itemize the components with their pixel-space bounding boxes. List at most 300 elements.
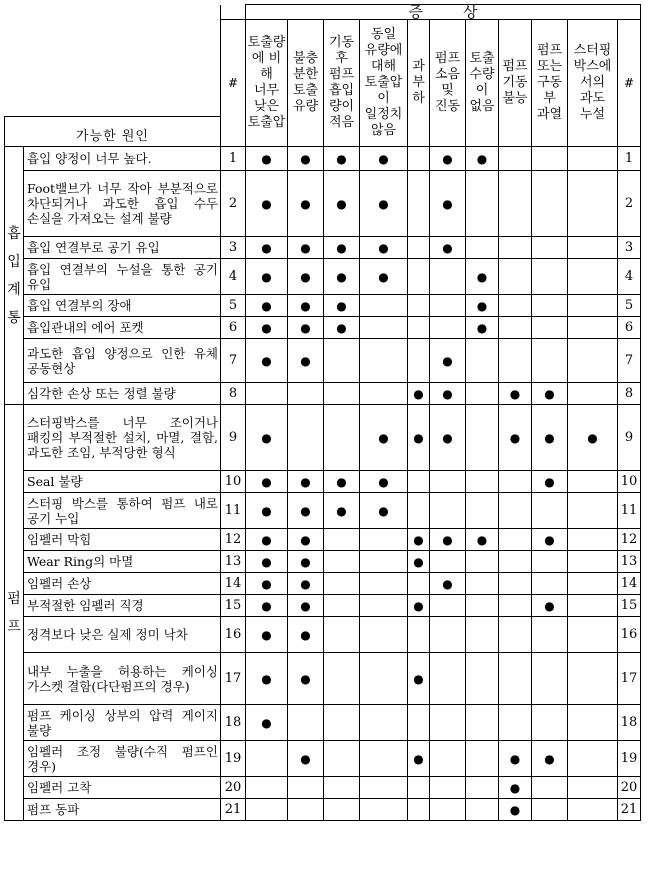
symptom-mark-cell — [408, 383, 430, 405]
symptom-mark-cell — [499, 529, 532, 551]
symptom-mark-cell — [246, 317, 288, 339]
symptom-mark-cell — [430, 259, 466, 295]
header-corner — [5, 5, 221, 117]
symptom-mark-cell — [499, 551, 532, 573]
cause-cell: Wear Ring의 마멸 — [24, 551, 221, 573]
row-number: 20 — [221, 777, 246, 799]
cause-cell: 흡입 연결부의 장애 — [24, 295, 221, 317]
dot-mark: ● — [509, 430, 521, 445]
symptom-mark-cell — [499, 317, 532, 339]
table-row — [5, 493, 641, 529]
symptom-mark-cell — [246, 529, 288, 551]
symptom-mark-cell — [466, 741, 499, 777]
symptom-mark-cell — [246, 295, 288, 317]
symptom-mark-cell — [408, 741, 430, 777]
symptom-header: 증상 — [246, 5, 641, 20]
dot-mark: ● — [261, 627, 272, 642]
symptom-label: 토출 수량 이 없음 — [469, 51, 495, 114]
table-row — [5, 339, 641, 383]
table-row — [5, 147, 641, 171]
symptom-mark-cell — [360, 799, 408, 821]
cause-cell: 정격보다 낮은 실제 정미 낙차 — [24, 617, 221, 653]
symptom-mark-cell — [532, 493, 568, 529]
dot-mark: ● — [300, 298, 311, 313]
symptom-mark-cell — [408, 317, 430, 339]
symptom-mark-cell — [288, 777, 324, 799]
cause-cell: 임펠러 조정 불량(수직 펌프인 경우) — [24, 741, 221, 777]
row-number-right: 1 — [618, 147, 641, 171]
symptom-mark-cell — [324, 653, 360, 705]
cause-cell: 스터핑박스를 너무 조이거나 패킹의 부적절한 설치, 마멸, 결함, 과도한 조임, 부적당한 형식 — [24, 405, 221, 471]
symptom-mark-cell — [246, 705, 288, 741]
symptom-mark-cell — [360, 171, 408, 237]
table-row — [5, 405, 641, 471]
symptom-mark-cell — [408, 493, 430, 529]
symptom-mark-cell — [408, 617, 430, 653]
symptom-mark-cell — [288, 529, 324, 551]
dot-mark: ● — [300, 598, 311, 613]
symptom-mark-cell — [360, 493, 408, 529]
symptom-mark-cell — [360, 653, 408, 705]
dot-mark: ● — [336, 503, 347, 518]
symptom-label: 펌프 기동 불능 — [502, 59, 528, 106]
symptom-mark-cell — [568, 405, 618, 471]
symptom-mark-cell — [360, 259, 408, 295]
symptom-mark-cell — [288, 383, 324, 405]
symptom-mark-cell — [430, 493, 466, 529]
table-row — [5, 529, 641, 551]
symptom-mark-cell — [324, 471, 360, 493]
symptom-mark-cell — [499, 573, 532, 595]
table-row — [5, 237, 641, 259]
symptom-mark-cell — [568, 383, 618, 405]
dot-mark: ● — [300, 269, 311, 284]
symptom-mark-cell — [288, 237, 324, 259]
symptom-column-header — [466, 20, 499, 147]
num-header-right: # — [618, 20, 641, 147]
symptom-mark-cell — [408, 171, 430, 237]
group-label-char: 펌 — [7, 590, 21, 607]
row-number-right: 15 — [618, 595, 641, 617]
symptom-mark-cell — [430, 295, 466, 317]
symptom-mark-cell — [324, 339, 360, 383]
symptom-mark-cell — [499, 405, 532, 471]
symptom-mark-cell — [246, 573, 288, 595]
symptom-mark-cell — [532, 259, 568, 295]
dot-mark: ● — [261, 151, 272, 166]
dot-mark: ● — [413, 671, 424, 686]
cause-cell: Seal 불량 — [24, 471, 221, 493]
symptom-mark-cell — [466, 529, 499, 551]
symptom-mark-cell — [466, 317, 499, 339]
symptom-mark-cell — [288, 617, 324, 653]
dot-mark: ● — [336, 151, 347, 166]
symptom-mark-cell — [430, 741, 466, 777]
symptom-mark-cell — [466, 551, 499, 573]
dot-mark: ● — [378, 474, 389, 489]
symptom-column-header — [532, 20, 568, 147]
dot-mark: ● — [261, 715, 272, 730]
row-number: 15 — [221, 595, 246, 617]
dot-mark: ● — [442, 240, 453, 255]
symptom-mark-cell — [324, 493, 360, 529]
dot-mark: ● — [509, 780, 521, 795]
dot-mark: ● — [413, 554, 424, 569]
symptom-mark-cell — [408, 295, 430, 317]
symptom-mark-cell — [246, 551, 288, 573]
dot-mark: ● — [300, 554, 311, 569]
table-row — [5, 551, 641, 573]
row-number: 2 — [221, 171, 246, 237]
cause-cell: 내부 누출을 허용하는 케이싱 가스켓 결함(다단펌프의 경우) — [24, 653, 221, 705]
row-number-right: 18 — [618, 705, 641, 741]
symptom-mark-cell — [324, 705, 360, 741]
symptom-mark-cell — [288, 317, 324, 339]
symptom-mark-cell — [532, 595, 568, 617]
dot-mark: ● — [544, 598, 555, 613]
symptom-mark-cell — [568, 777, 618, 799]
symptom-mark-cell — [532, 799, 568, 821]
symptom-mark-cell — [499, 595, 532, 617]
symptom-mark-cell — [324, 741, 360, 777]
symptom-mark-cell — [408, 799, 430, 821]
symptom-mark-cell — [532, 171, 568, 237]
symptom-mark-cell — [246, 171, 288, 237]
symptom-mark-cell — [408, 551, 430, 573]
symptom-mark-cell — [246, 653, 288, 705]
symptom-mark-cell — [568, 339, 618, 383]
symptom-mark-cell — [466, 237, 499, 259]
symptom-mark-cell — [288, 339, 324, 383]
table-row — [5, 171, 641, 237]
symptom-mark-cell — [430, 617, 466, 653]
table-row — [5, 777, 641, 799]
table-row — [5, 741, 641, 777]
group-label — [5, 405, 24, 821]
group-label-char: 입 — [7, 253, 21, 270]
symptom-mark-cell — [246, 617, 288, 653]
symptom-label: 과 부 하 — [412, 59, 425, 106]
dot-mark: ● — [442, 576, 453, 591]
symptom-mark-cell — [408, 147, 430, 171]
symptom-mark-cell — [499, 741, 532, 777]
dot-mark: ● — [442, 430, 453, 445]
symptom-label: 기동 후 펌프 흡입 량이 적음 — [328, 35, 355, 130]
symptom-mark-cell — [288, 653, 324, 705]
dot-mark: ● — [261, 532, 272, 547]
symptom-column-header — [568, 20, 618, 147]
symptom-mark-cell — [466, 617, 499, 653]
symptom-mark-cell — [246, 339, 288, 383]
symptom-mark-cell — [324, 529, 360, 551]
symptom-mark-cell — [499, 383, 532, 405]
table-row — [5, 653, 641, 705]
symptom-mark-cell — [568, 493, 618, 529]
row-number-right: 7 — [618, 339, 641, 383]
symptom-mark-cell — [499, 147, 532, 171]
symptom-mark-cell — [408, 405, 430, 471]
symptom-mark-cell — [466, 147, 499, 171]
symptom-mark-cell — [246, 237, 288, 259]
symptom-mark-cell — [324, 777, 360, 799]
symptom-mark-cell — [466, 171, 499, 237]
symptom-mark-cell — [408, 339, 430, 383]
table-row — [5, 799, 641, 821]
dot-mark: ● — [261, 196, 272, 211]
dot-mark: ● — [544, 474, 555, 489]
symptom-mark-cell — [532, 551, 568, 573]
symptom-mark-cell — [568, 259, 618, 295]
symptom-mark-cell — [408, 595, 430, 617]
dot-mark: ● — [476, 151, 488, 166]
dot-mark: ● — [509, 751, 521, 766]
row-number-right: 12 — [618, 529, 641, 551]
dot-mark: ● — [509, 802, 521, 817]
symptom-mark-cell — [532, 383, 568, 405]
symptom-mark-cell — [430, 147, 466, 171]
symptom-mark-cell — [466, 777, 499, 799]
cause-cell: 임펠러 손상 — [24, 573, 221, 595]
dot-mark: ● — [261, 430, 272, 445]
num-header-left: # — [221, 20, 246, 147]
dot-mark: ● — [336, 196, 347, 211]
symptom-column-header — [408, 20, 430, 147]
symptom-mark-cell — [246, 741, 288, 777]
symptom-mark-cell — [430, 595, 466, 617]
table-row — [5, 259, 641, 295]
symptom-mark-cell — [430, 653, 466, 705]
dot-mark: ● — [261, 671, 272, 686]
dot-mark: ● — [509, 386, 521, 401]
dot-mark: ● — [336, 298, 347, 313]
symptom-mark-cell — [568, 573, 618, 595]
dot-mark: ● — [261, 269, 272, 284]
dot-mark: ● — [378, 503, 389, 518]
symptom-mark-cell — [324, 237, 360, 259]
row-number: 7 — [221, 339, 246, 383]
symptom-mark-cell — [499, 777, 532, 799]
dot-mark: ● — [261, 598, 272, 613]
symptom-mark-cell — [430, 339, 466, 383]
dot-mark: ● — [544, 430, 555, 445]
header-corner-num — [221, 5, 246, 20]
dot-mark: ● — [261, 554, 272, 569]
symptom-mark-cell — [430, 405, 466, 471]
symptom-mark-cell — [568, 171, 618, 237]
symptom-label: 동일 유량에 대해 토출압 이 일정치 않음 — [364, 27, 403, 138]
group-label-char: 통 — [7, 309, 21, 326]
dot-mark: ● — [442, 386, 453, 401]
dot-mark: ● — [300, 474, 311, 489]
dot-mark: ● — [336, 320, 347, 335]
symptom-mark-cell — [532, 529, 568, 551]
row-number-right: 2 — [618, 171, 641, 237]
symptom-mark-cell — [466, 493, 499, 529]
row-number: 14 — [221, 573, 246, 595]
dot-mark: ● — [544, 751, 555, 766]
symptom-mark-cell — [408, 653, 430, 705]
symptom-mark-cell — [568, 551, 618, 573]
symptom-mark-cell — [466, 653, 499, 705]
symptom-mark-cell — [288, 493, 324, 529]
row-number: 9 — [221, 405, 246, 471]
symptom-mark-cell — [430, 799, 466, 821]
dot-mark: ● — [378, 240, 389, 255]
symptom-mark-cell — [430, 529, 466, 551]
dot-mark: ● — [261, 240, 272, 255]
cause-cell: 부적절한 임펠러 직경 — [24, 595, 221, 617]
table-row — [5, 383, 641, 405]
symptom-mark-cell — [288, 595, 324, 617]
symptom-mark-cell — [532, 617, 568, 653]
symptom-mark-cell — [499, 705, 532, 741]
row-number-right: 17 — [618, 653, 641, 705]
symptom-mark-cell — [466, 573, 499, 595]
symptom-mark-cell — [246, 777, 288, 799]
symptom-mark-cell — [568, 471, 618, 493]
symptom-mark-cell — [532, 777, 568, 799]
symptom-mark-cell — [466, 259, 499, 295]
cause-cell: 흡입관내의 에어 포켓 — [24, 317, 221, 339]
symptom-mark-cell — [324, 147, 360, 171]
symptom-mark-cell — [408, 237, 430, 259]
symptom-column-header — [360, 20, 408, 147]
table-row — [5, 705, 641, 741]
symptom-mark-cell — [288, 259, 324, 295]
symptom-mark-cell — [430, 237, 466, 259]
symptom-mark-cell — [324, 259, 360, 295]
row-number: 1 — [221, 147, 246, 171]
symptom-mark-cell — [288, 295, 324, 317]
dot-mark: ● — [300, 320, 311, 335]
row-number: 8 — [221, 383, 246, 405]
symptom-mark-cell — [288, 405, 324, 471]
symptom-mark-cell — [466, 705, 499, 741]
dot-mark: ● — [378, 430, 389, 445]
symptom-mark-cell — [324, 595, 360, 617]
row-number-right: 5 — [618, 295, 641, 317]
dot-mark: ● — [442, 151, 453, 166]
dot-mark: ● — [544, 386, 555, 401]
symptom-mark-cell — [360, 295, 408, 317]
table-row — [5, 595, 641, 617]
symptom-mark-cell — [499, 617, 532, 653]
row-number: 4 — [221, 259, 246, 295]
dot-mark: ● — [261, 474, 272, 489]
dot-mark: ● — [261, 353, 272, 368]
symptom-mark-cell — [568, 147, 618, 171]
dot-mark: ● — [300, 151, 311, 166]
symptom-mark-cell — [360, 705, 408, 741]
dot-mark: ● — [442, 196, 453, 211]
symptom-mark-cell — [466, 339, 499, 383]
symptom-mark-cell — [324, 295, 360, 317]
symptom-mark-cell — [499, 493, 532, 529]
cause-cell: 심각한 손상 또는 정렬 불량 — [24, 383, 221, 405]
dot-mark: ● — [300, 353, 311, 368]
dot-mark: ● — [300, 240, 311, 255]
group-label-char: 계 — [7, 281, 21, 298]
row-number: 12 — [221, 529, 246, 551]
row-number: 10 — [221, 471, 246, 493]
symptom-mark-cell — [430, 171, 466, 237]
symptom-mark-cell — [324, 317, 360, 339]
symptom-mark-cell — [466, 595, 499, 617]
symptom-column-header — [324, 20, 360, 147]
cause-header: 가능한 원인 — [5, 117, 221, 147]
symptom-mark-cell — [246, 259, 288, 295]
cause-cell: 흡입 연결부로 공기 유입 — [24, 237, 221, 259]
symptom-mark-cell — [360, 405, 408, 471]
dot-mark: ● — [300, 576, 311, 591]
symptom-mark-cell — [288, 573, 324, 595]
symptom-mark-cell — [532, 339, 568, 383]
row-number: 3 — [221, 237, 246, 259]
symptom-mark-cell — [360, 317, 408, 339]
dot-mark: ● — [476, 532, 488, 547]
symptom-mark-cell — [499, 259, 532, 295]
symptom-mark-cell — [360, 147, 408, 171]
symptom-mark-cell — [360, 595, 408, 617]
symptom-mark-cell — [246, 405, 288, 471]
row-number-right: 14 — [618, 573, 641, 595]
troubleshooting-table — [4, 4, 641, 821]
symptom-mark-cell — [288, 171, 324, 237]
dot-mark: ● — [476, 320, 488, 335]
dot-mark: ● — [300, 532, 311, 547]
symptom-mark-cell — [466, 295, 499, 317]
symptom-mark-cell — [288, 705, 324, 741]
symptom-mark-cell — [499, 339, 532, 383]
symptom-label: 토출량 에 비해 너무 낮은 토출압 — [247, 35, 286, 130]
symptom-mark-cell — [568, 799, 618, 821]
symptom-mark-cell — [532, 237, 568, 259]
symptom-mark-cell — [568, 595, 618, 617]
symptom-mark-cell — [568, 653, 618, 705]
symptom-mark-cell — [360, 471, 408, 493]
row-number: 16 — [221, 617, 246, 653]
dot-mark: ● — [300, 196, 311, 211]
dot-mark: ● — [413, 430, 424, 445]
symptom-column-header — [246, 20, 288, 147]
cause-cell: 펌프 케이싱 상부의 압력 게이지 불량 — [24, 705, 221, 741]
symptom-mark-cell — [499, 471, 532, 493]
cause-cell: 과도한 흡입 양정으로 인한 유체 공동현상 — [24, 339, 221, 383]
dot-mark: ● — [261, 298, 272, 313]
dot-mark: ● — [300, 627, 311, 642]
symptom-mark-cell — [532, 741, 568, 777]
symptom-mark-cell — [499, 799, 532, 821]
symptom-mark-cell — [408, 573, 430, 595]
symptom-mark-cell — [360, 339, 408, 383]
symptom-mark-cell — [360, 617, 408, 653]
cause-cell: 임펠러 고착 — [24, 777, 221, 799]
cause-cell: 흡입 양정이 너무 높다. — [24, 147, 221, 171]
symptom-mark-cell — [532, 405, 568, 471]
row-number: 19 — [221, 741, 246, 777]
symptom-mark-cell — [568, 317, 618, 339]
dot-mark: ● — [378, 196, 389, 211]
dot-mark: ● — [442, 532, 453, 547]
dot-mark: ● — [261, 576, 272, 591]
symptom-mark-cell — [246, 471, 288, 493]
symptom-mark-cell — [532, 295, 568, 317]
symptom-mark-cell — [466, 799, 499, 821]
row-number-right: 11 — [618, 493, 641, 529]
symptom-mark-cell — [324, 171, 360, 237]
symptom-mark-cell — [360, 529, 408, 551]
symptom-mark-cell — [288, 147, 324, 171]
